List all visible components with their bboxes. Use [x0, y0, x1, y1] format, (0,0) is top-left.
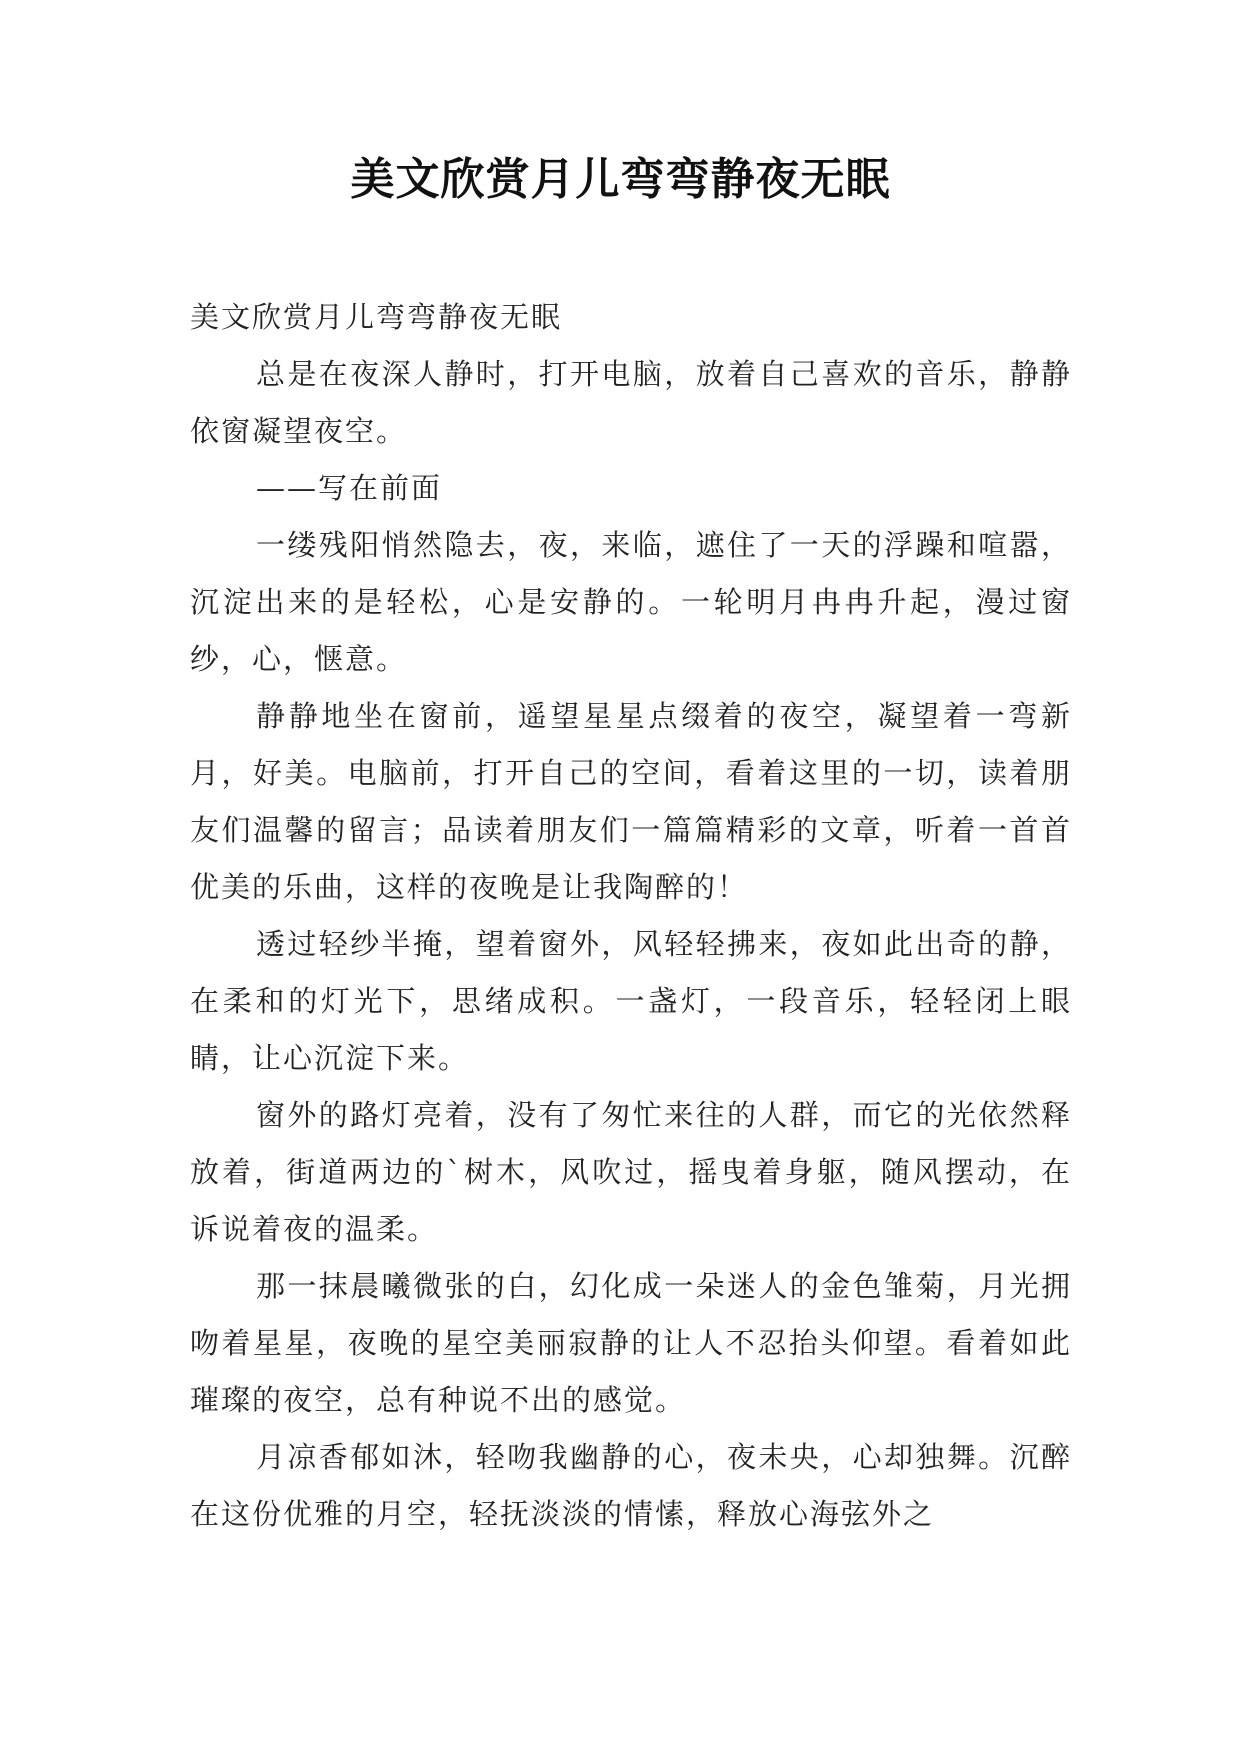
- document-title: 美文欣赏月儿弯弯静夜无眠: [350, 154, 891, 205]
- paragraph: 总是在夜深人静时，打开电脑，放着自己喜欢的音乐，静静依窗凝望夜空。: [190, 357, 1072, 448]
- paragraph: 月凉香郁如沐，轻吻我幽静的心，夜未央，心却独舞。沉醉在这份优雅的月空，轻抚淡淡的情愫，释放心海弦外之: [190, 1440, 1072, 1531]
- paragraph: 一缕残阳悄然隐去，夜，来临，遮住了一天的浮躁和喧嚣，沉淀出来的是轻松，心是安静的。一轮明月冉冉升起，漫过窗纱，心，惬意。: [190, 528, 1072, 676]
- paragraph-heading: 美文欣赏月儿弯弯静夜无眠: [190, 300, 563, 334]
- paragraph: 那一抹晨曦微张的白，幻化成一朵迷人的金色雏菊，月光拥吻着星星，夜晚的星空美丽寂静的让人不忍抬头仰望。看着如此璀璨的夜空，总有种说不出的感觉。: [190, 1269, 1072, 1417]
- paragraph-epigraph: ——写在前面: [256, 471, 443, 505]
- paragraph: 透过轻纱半掩，望着窗外，风轻轻拂来，夜如此出奇的静，在柔和的灯光下，思绪成积。一盏灯，一段音乐，轻轻闭上眼睛，让心沉淀下来。: [190, 927, 1072, 1075]
- paragraph: 静静地坐在窗前，遥望星星点缀着的夜空，凝望着一弯新月，好美。电脑前，打开自己的空间，看着这里的一切，读着朋友们温馨的留言；品读着朋友们一篇篇精彩的文章，听着一首首优美的乐曲，这样的夜晚是让我陶醉的！: [190, 699, 1072, 904]
- paragraph: 窗外的路灯亮着，没有了匆忙来往的人群，而它的光依然释放着，街道两边的`树木，风吹过，摇曳着身躯，随风摆动，在诉说着夜的温柔。: [190, 1098, 1072, 1246]
- document-body: [190, 289, 1072, 1543]
